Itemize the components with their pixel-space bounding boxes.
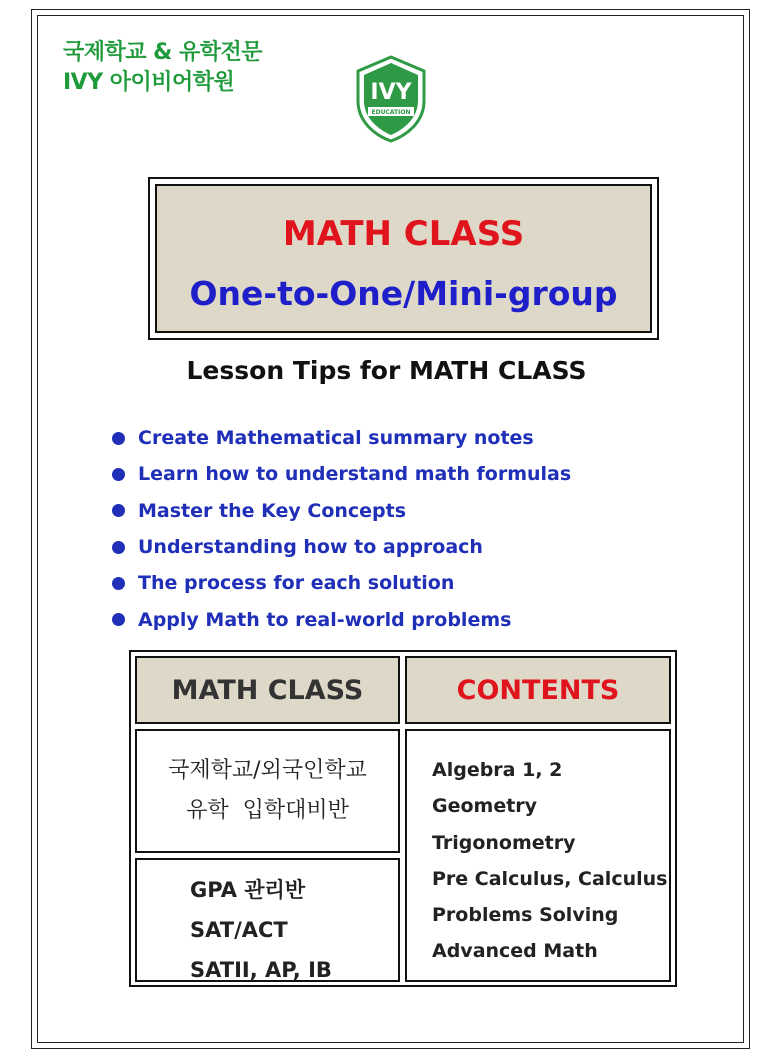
bullet-icon [112, 504, 125, 517]
tips-heading: Lesson Tips for MATH CLASS [186, 356, 587, 385]
logo-text: IVY [370, 80, 412, 105]
bullet-icon [112, 541, 125, 554]
bullet-icon [112, 468, 125, 481]
content-item: Algebra 1, 2 [432, 759, 563, 781]
bullet-icon [112, 577, 125, 590]
academy-brand [63, 38, 262, 98]
table-header-math-class: MATH CLASS [135, 656, 400, 724]
tips-list [112, 420, 571, 638]
prep-item-sat-act: SAT/ACT [190, 918, 288, 942]
bullet-icon [112, 613, 125, 626]
title-math-class: MATH CLASS [282, 214, 525, 254]
brand-line-1: 국제학교 & 유학전문 [63, 40, 263, 65]
class-table [129, 650, 677, 987]
brand-line-2: IVY 아이비어학원 [63, 70, 235, 95]
table-header-contents: CONTENTS [405, 656, 671, 724]
title-box [148, 177, 659, 340]
list-item: Create Mathematical summary notes [112, 420, 571, 456]
content-item: Advanced Math [432, 940, 598, 963]
list-item: Master the Key Concepts [112, 493, 571, 529]
content-item: Pre Calculus, Calculus [432, 867, 668, 890]
title-format: One-to-One/Mini-group [189, 274, 618, 313]
content-item: Trigonometry [432, 831, 576, 854]
contents-cell [405, 729, 671, 982]
ivy-shield-logo [355, 55, 427, 143]
content-item: Geometry [432, 795, 538, 818]
content-item: Problems Solving [432, 904, 619, 927]
logo-subtext: EDUCATION [371, 109, 411, 116]
list-item: Apply Math to real-world problems [112, 601, 571, 637]
prep-item-sat2-ap-ib: SATII, AP, IB [190, 958, 332, 982]
prep-item-gpa: GPA 관리반 [190, 878, 306, 902]
bullet-icon [112, 432, 125, 445]
admission-prep-cell [135, 729, 400, 853]
list-item: Understanding how to approach [112, 529, 571, 565]
admission-line-1: 국제학교/외국인학교 [168, 758, 367, 783]
list-item: The process for each solution [112, 565, 571, 601]
test-prep-cell [135, 858, 400, 982]
list-item: Learn how to understand math formulas [112, 456, 571, 492]
admission-line-2: 유학 입학대비반 [186, 798, 349, 823]
title-box-inner [155, 184, 652, 333]
